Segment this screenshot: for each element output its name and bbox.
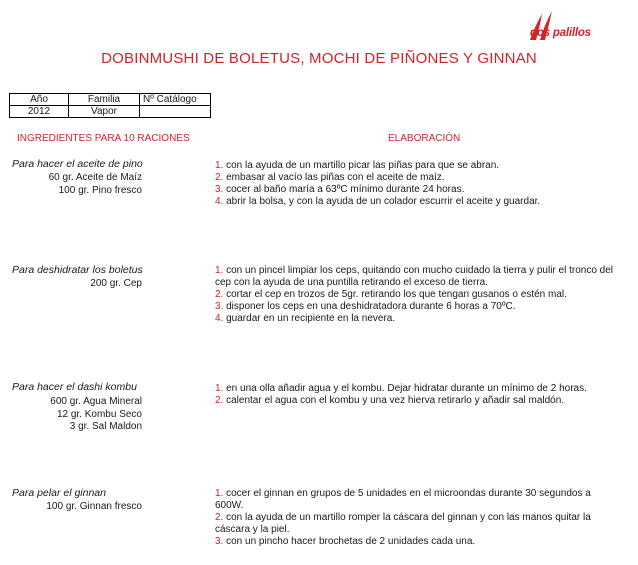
catalog-family: Vapor [69, 106, 140, 118]
ingredient-item: 3 gr. Sal Maldon [69, 421, 142, 432]
step-number: 2. [215, 172, 224, 183]
step-text: cocer el ginnan en grupos de 5 unidades en el microondas durante 30 segundos a 600W. [215, 488, 591, 511]
step-number: 2. [215, 395, 224, 406]
step-item [215, 536, 615, 548]
step-text: con la ayuda de un martillo romper la cáscara del ginnan y con las manos quitar la cáscara y la piel. [215, 512, 591, 535]
step-number: 1. [215, 383, 224, 394]
step-item [215, 265, 615, 289]
step-text: calentar el agua con el kombu y una vez hierva retirarlo y añadir sal maldón. [223, 395, 565, 406]
step-text: disponer los ceps en una deshidratadora durante 6 horas a 70ºC. [223, 301, 516, 312]
step-number: 3. [215, 301, 224, 312]
catalog-table [9, 93, 211, 118]
catalog-header-family: Familia [69, 94, 140, 106]
step-text: en una olla añadir agua y el kombu. Dejar hidratar durante un mínimo de 2 horas. [223, 383, 587, 394]
step-item [215, 172, 615, 184]
catalog-year: 2012 [10, 106, 69, 118]
recipe-title: DOBINMUSHI DE BOLETUS, MOCHI DE PIÑONES Y GINNAN [101, 50, 537, 67]
ingredient-list [0, 396, 142, 434]
ingredient-item: 600 gr. Agua Mineral [50, 396, 142, 407]
ingredient-list [0, 278, 142, 291]
catalog-header-row [10, 94, 211, 106]
step-number: 3. [215, 184, 224, 195]
brand-name: dos palillos [530, 27, 591, 39]
step-text: cortar el cep en trozos de 5gr. retirando los que tengan gusanos o estén mal. [223, 289, 567, 300]
step-item [215, 289, 615, 301]
step-number: 1. [215, 160, 224, 171]
ingredient-item: 100 gr. Ginnan fresco [46, 501, 142, 512]
ingredient-item: 60 gr. Aceite de Maíz [48, 172, 142, 183]
catalog-header-year: Año [10, 94, 69, 106]
ingredient-item: 12 gr. Kombu Seco [56, 408, 142, 420]
step-list [215, 265, 615, 325]
ingredients-heading: INGREDIENTES PARA 10 RACIONES [17, 133, 190, 144]
section-title: Para pelar el ginnan [12, 487, 106, 499]
step-item [215, 196, 615, 208]
ingredient-list [0, 501, 142, 514]
step-text: cocer al baño maría a 63ºC mínimo durante 24 horas. [223, 184, 465, 195]
step-list [215, 488, 615, 548]
step-item [215, 160, 615, 172]
step-number: 1. [215, 265, 224, 276]
step-item [215, 488, 615, 512]
step-number: 3. [215, 536, 224, 547]
section-title: Para deshidratar los boletus [12, 264, 143, 276]
step-item [215, 383, 615, 395]
step-list [215, 383, 615, 407]
catalog-header-number: Nº Catálogo [140, 94, 211, 106]
step-number: 1. [215, 488, 224, 499]
step-text: guardar en un recipiente en la nevera. [223, 313, 396, 324]
section-title: Para hacer el dashi kombu [12, 381, 137, 393]
step-text: con la ayuda de un martillo picar las piñas para que se abran. [223, 160, 500, 171]
ingredient-item: 200 gr. Cep [90, 278, 142, 289]
catalog-number [140, 106, 211, 118]
step-text: abrir la bolsa, y con la ayuda de un colador escurrir el aceite y guardar. [223, 196, 541, 207]
step-number: 2. [215, 289, 224, 300]
step-item [215, 301, 615, 313]
ingredient-list [0, 172, 142, 197]
step-number: 2. [215, 512, 224, 523]
step-item [215, 313, 615, 325]
step-text: embasar al vacío las piñas con el aceite de maíz. [223, 172, 445, 183]
step-number: 4. [215, 313, 224, 324]
step-item [215, 395, 615, 407]
catalog-value-row [10, 106, 211, 118]
section-title: Para hacer el aceite de pino [12, 158, 143, 170]
step-item [215, 512, 615, 536]
step-text: con un pincho hacer brochetas de 2 unidades cada una. [223, 536, 476, 547]
step-number: 4. [215, 196, 224, 207]
elaboration-heading: ELABORACIÓN [388, 133, 461, 144]
ingredient-item: 100 gr. Pino fresco [58, 184, 142, 196]
step-list [215, 160, 615, 208]
step-text: con un pincel limpiar los ceps, quitando con mucho cuidado la tierra y pulir el tronco del cep con la ayuda de una puntilla retirando el exceso de tierra. [215, 265, 614, 288]
step-item [215, 184, 615, 196]
